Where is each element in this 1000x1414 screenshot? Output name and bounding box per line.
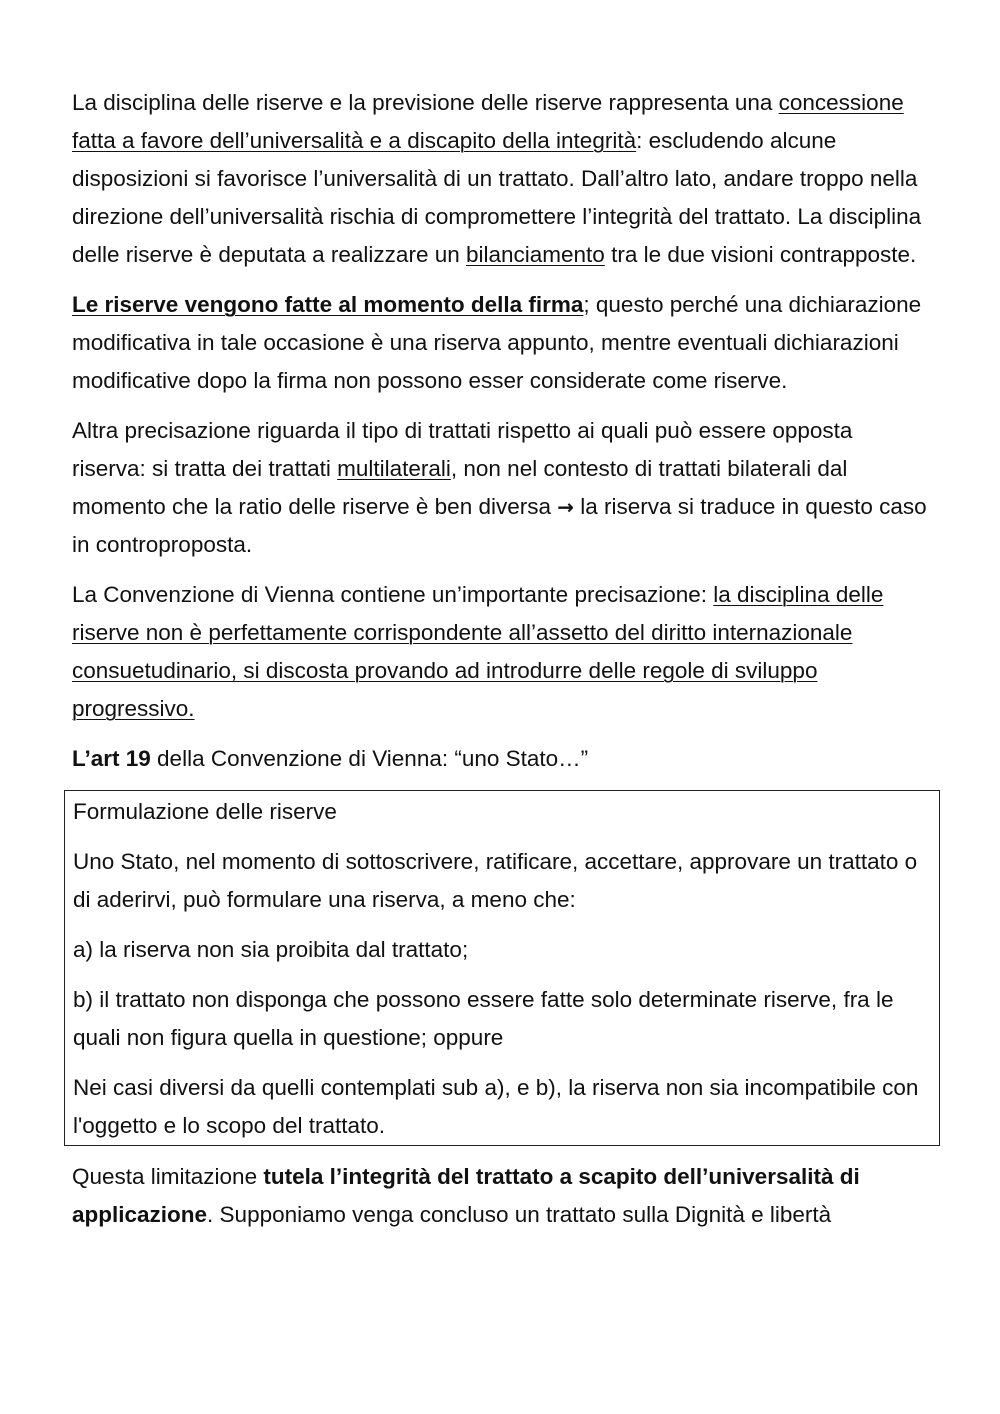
text: : escludendo alcune disposizioni si favorisce l’universalità di un trattato. Dall’altro lato, andare troppo nella direzione dell’universalità rischia di compromettere l’integrità del trattato. La disciplina delle riserve è deputata a realizzare un: [72, 128, 922, 267]
arrow-right-icon: →: [557, 495, 575, 519]
paragraph-treaty-types: [72, 412, 932, 564]
box-item-a: a) la riserva non sia proibita dal trattato;: [73, 937, 469, 962]
text: . Supponiamo venga concluso un trattato sulla Dignità e libertà: [207, 1202, 832, 1227]
paragraph-article-19: [72, 740, 932, 778]
text: Altra precisazione riguarda il tipo di trattati rispetto ai quali può essere opposta riserva: si tratta dei trattati: [72, 418, 853, 481]
document-page: [72, 84, 932, 1246]
text: la riserva si traduce in questo caso in controproposta.: [72, 494, 927, 557]
article-quote-box: [64, 790, 940, 1146]
paragraph-reservations-timing: [72, 286, 932, 400]
bold-underlined-text: Le riserve vengono fatte al momento della firma: [72, 292, 584, 317]
underlined-text: multilaterali: [337, 456, 451, 481]
text: Questa limitazione: [72, 1164, 264, 1189]
text: ; questo perché una dichiarazione modificativa in tale occasione è una riserva appunto, mentre eventuali dichiarazioni modificative dopo la firma non possono esser considerate come riserve.: [72, 292, 922, 393]
bold-text: tutela l’integrità del trattato a scapito dell’universalità di applicazione: [72, 1164, 860, 1227]
text: , non nel contesto di trattati bilaterali dal momento che la ratio delle riserve è ben diversa: [72, 456, 848, 519]
box-intro: Uno Stato, nel momento di sottoscrivere, ratificare, accettare, approvare un trattato o di aderirvi, può formulare una riserva, a meno che:: [73, 849, 918, 912]
bold-text: L’art 19: [72, 746, 151, 771]
text: La disciplina delle riserve e la previsione delle riserve rappresenta una: [72, 90, 779, 115]
text: tra le due visioni contrapposte.: [604, 242, 917, 267]
box-item-b: b) il trattato non disponga che possono essere fatte solo determinate riserve, fra le quali non figura quella in questione; oppure: [73, 987, 894, 1050]
paragraph-reservations-balance: [72, 84, 932, 274]
underlined-text: concessione fatta a favore dell’universalità e a discapito della integrità: [72, 90, 904, 153]
text: La Convenzione di Vienna contiene un’importante precisazione:: [72, 582, 714, 607]
paragraph-limitation: [72, 1158, 932, 1234]
text: della Convenzione di Vienna: “uno Stato…”: [150, 746, 589, 771]
underlined-text: bilanciamento: [465, 242, 605, 267]
box-item-c: Nei casi diversi da quelli contemplati sub a), e b), la riserva non sia incompatibile con l'oggetto e lo scopo del trattato.: [73, 1075, 919, 1138]
paragraph-vienna-convention: [72, 576, 932, 728]
box-title: Formulazione delle riserve: [73, 799, 337, 824]
underlined-text: la disciplina delle riserve non è perfettamente corrispondente all’assetto del diritto internazionale consuetudinario, si discosta provando ad introdurre delle regole di sviluppo progressivo.: [72, 582, 884, 721]
